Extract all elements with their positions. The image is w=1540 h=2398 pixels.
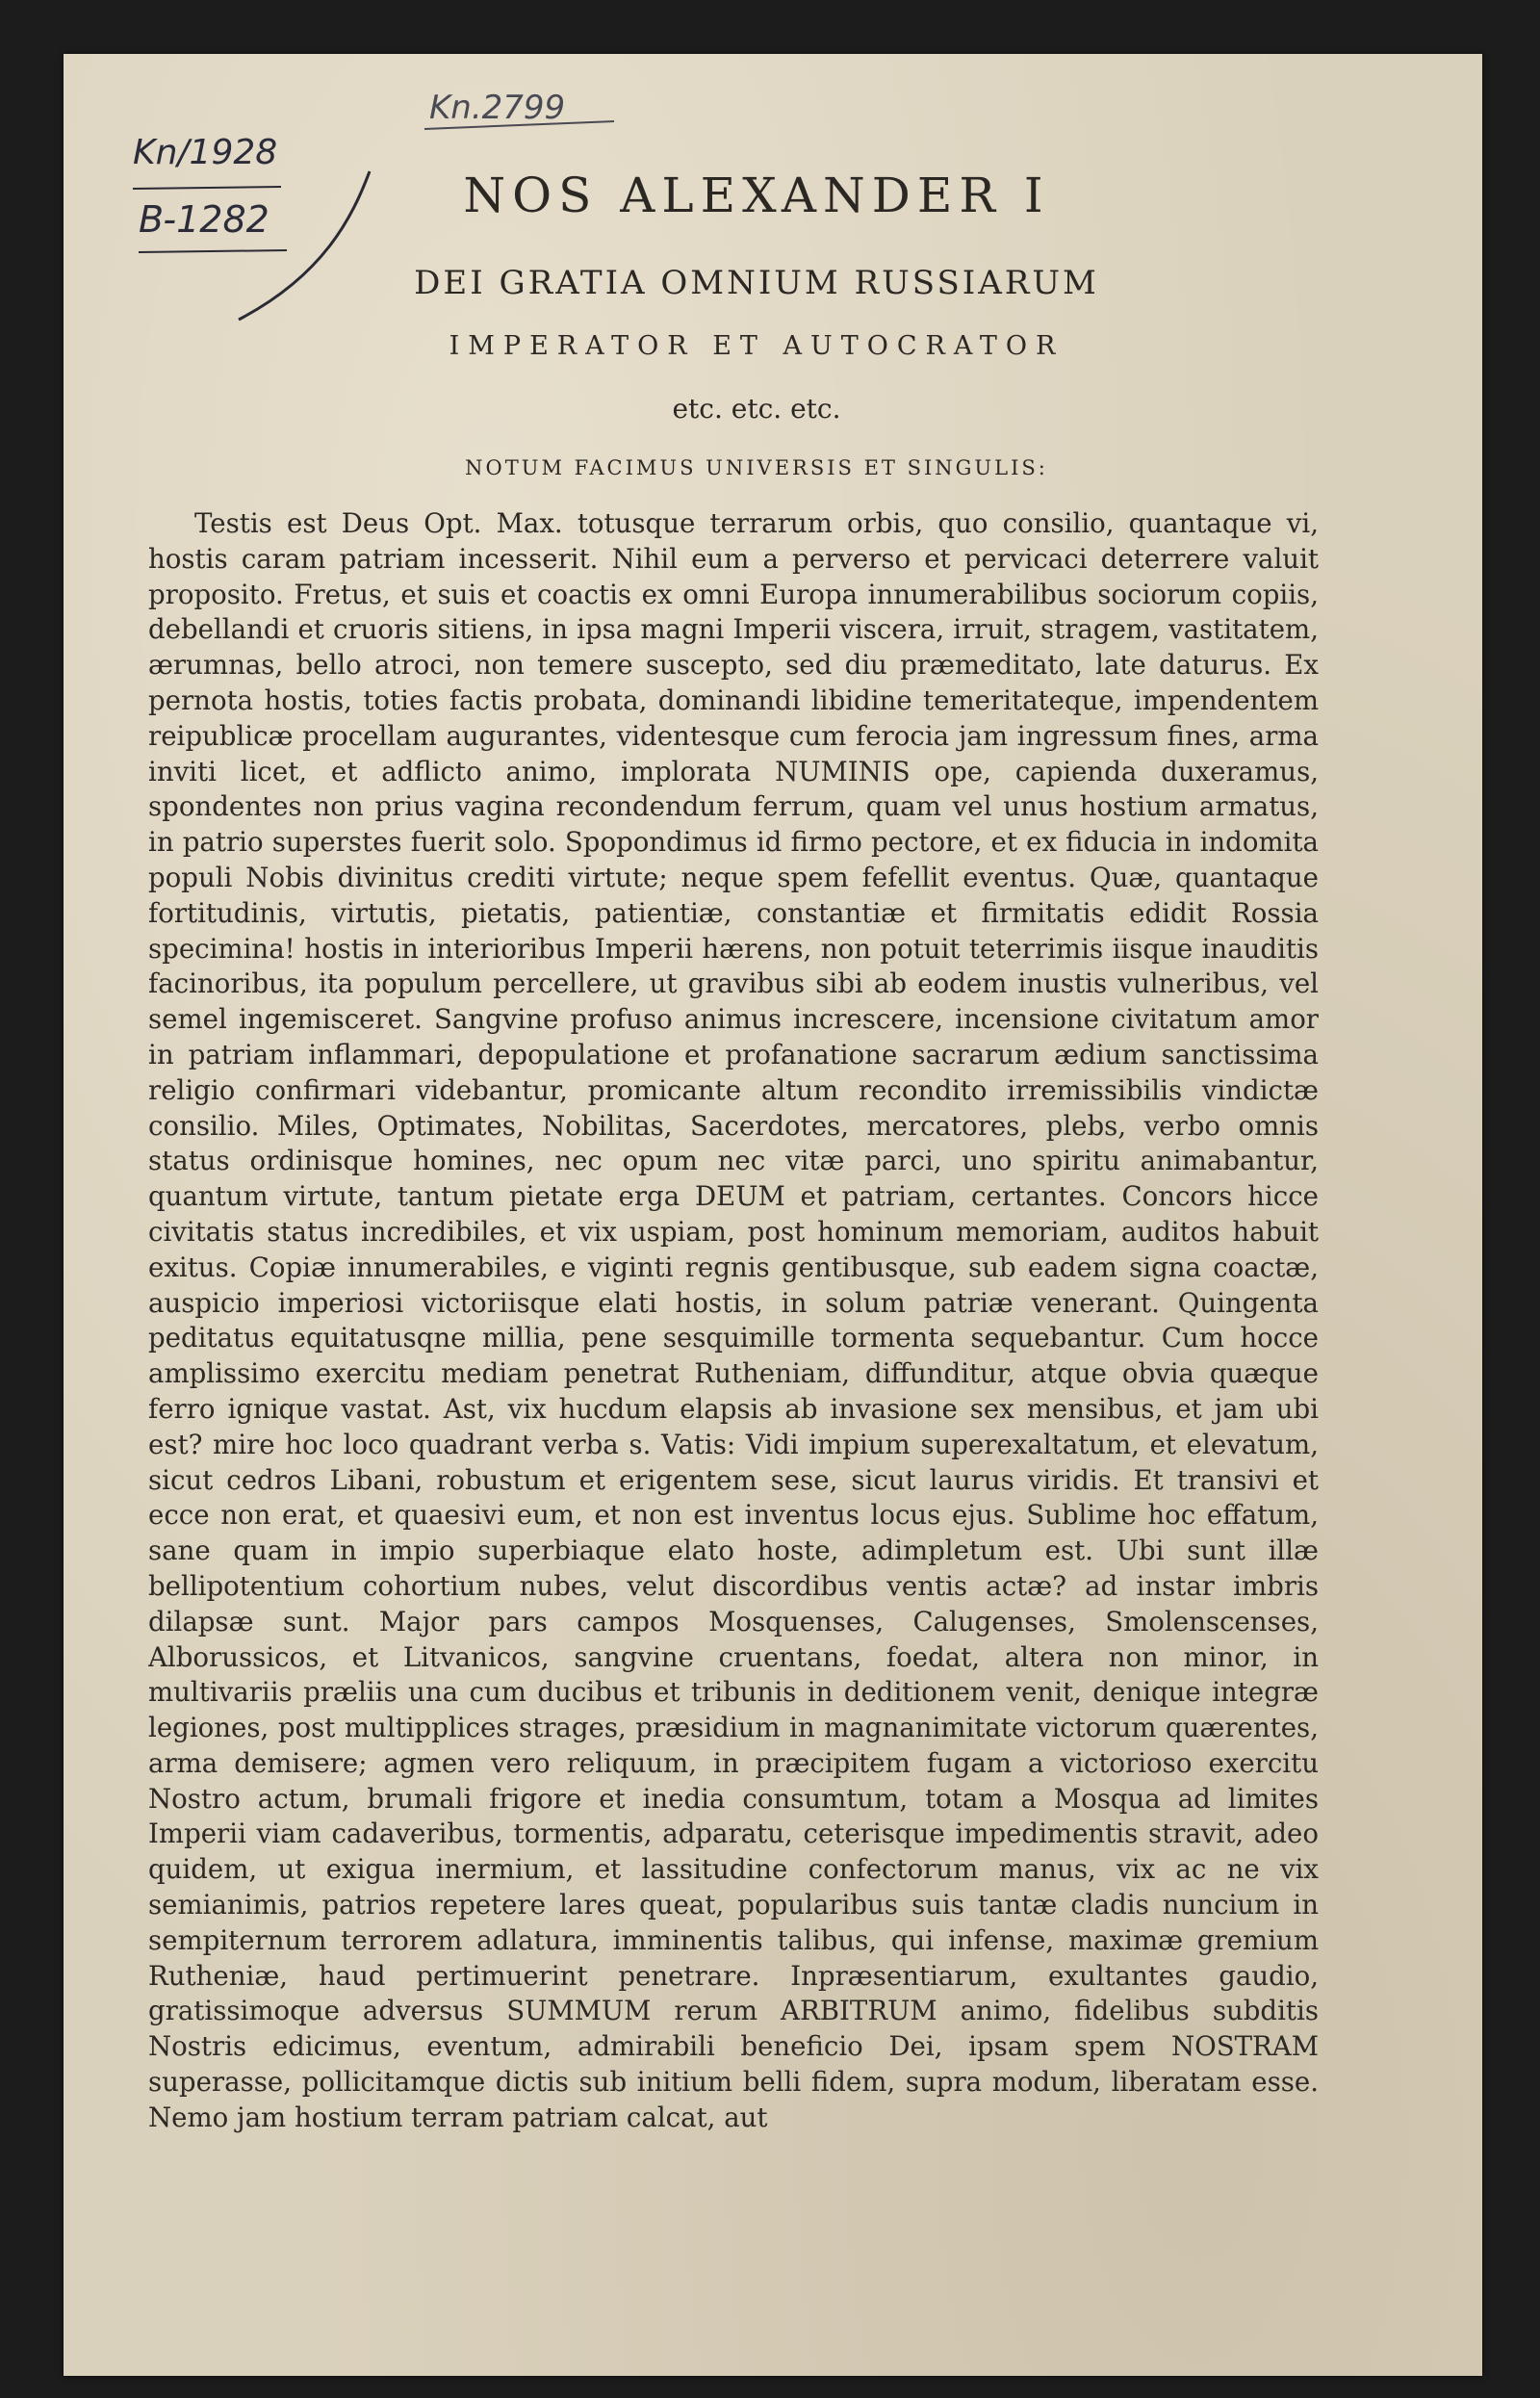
pen-stroke-underline-2	[139, 250, 287, 252]
handwritten-note-3: Kn.2799	[429, 89, 566, 127]
handwritten-note-1: Kn/1928	[133, 133, 278, 172]
decree-body-text: Testis est Deus Opt. Max. totusque terrarum orbis, quo consilio, quantaque vi, hostis caram patriam incesserit. Nihil eum a perverso et pervicaci deterrere valuit proposito. Fretus, et suis et coactis ex omni Europa innumerabilibus sociorum copiis, debellandi et cruoris sitiens, in ipsa magni Imperii viscera, irruit, stragem, vastitatem, ærumnas, bello atroci, non temere suscepto, sed diu præmeditato, late daturus. Ex pernota hostis, toties factis probata, dominandi libidine temeritateque, impendentem reipublicæ procellam augurantes, videntesque cum ferocia jam ingressum fines, arma inviti licet, et adflicto animo, implorata NUMINIS ope, capienda duxeramus, spondentes non prius vagina recondendum ferrum, quam vel unus hostium armatus, in patrio superstes fuerit solo. Spopondimus id firmo pectore, et ex fiducia in indomita populi Nobis divinitus crediti virtute; neque spem fefellit eventus. Quæ, quantaque fortitudinis, virtutis, pietatis, patientiæ, constantiæ et firmitatis edidit Rossia specimina! hostis in interioribus Imperii hærens, non potuit teterrimis iisque inauditis facinoribus, ita populum percellere, ut gravibus sibi ab eodem inustis vulneribus, vel semel ingemisceret. Sangvine profuso animus increscere, incensione civitatum amor in patriam inflammari, depopulatione et profanatione sacrarum ædium sanctissima religio confirmari videbantur, promicante altum recondito irremissibilis vindictæ consilio. Miles, Optimates, Nobilitas, Sacerdotes, mercatores, plebs, verbo omnis status ordinisque homines, nec opum nec vitæ parci, uno spiritu animabantur, quantum virtute, tantum pietate erga DEUM et patriam, certantes. Concors hicce civitatis status incredibiles, et vix uspiam, post hominum memoriam, auditos habuit exitus. Copiæ innumerabiles, e viginti regnis gentibusque, sub eadem signa coactæ, auspicio imperiosi victoriisque elati hostis, in solum patriæ venerant. Quingenta peditatus equitatusqne millia, pene sesquimille tormenta sequebantur. Cum hocce amplissimo exercitu mediam penetrat Rutheniam, diffunditur, atque obvia quæque ferro ignique vastat. Ast, vix hucdum elapsis ab invasione sex mensibus, et jam ubi est? mire hoc loco quadrant verba s. Vatis: Vidi impium superexaltatum, et elevatum, sicut cedros Libani, robustum et erigentem sese, sicut laurus viridis. Et transivi et ecce non erat, et quaesivi eum, et non est inventus locus ejus. Sublime hoc effatum, sane quam in impio superbiaque elato hoste, adimpletum est. Ubi sunt illæ bellipotentium cohortium nubes, velut discordibus ventis actæ? ad instar imbris dilapsæ sunt. Major pars campos Mosquenses, Calugenses, Smolenscenses, Alborussicos, et Litvanicos, sangvine cruentans, foedat, altera non minor, in multivariis præliis una cum ducibus et tribunis in deditionem venit, denique integræ legiones, post multipplices strages, præsidium in magnanimitate victorum quærentes, arma demisere; agmen vero reliquum, in præcipitem fugam a victorioso exercitu Nostro actum, brumali frigore et inedia consumtum, totam a Mosqua ad limites Imperii viam cadaveribus, tormentis, adparatu, ceterisque impedimentis stravit, adeo quidem, ut exigua inermium, et lassitudine confectorum manus, vix ac ne vix semianimis, patrios repetere lares queat, popularibus suis tantæ cladis nuncium in sempiternum terrorem adlatura, imminentis talibus, qui infense, maximæ gremium Rutheniæ, haud pertimuerint penetrare. Inpræsentiarum, exultantes gaudio, gratissimoque adversus SUMMUM rerum ARBITRUM animo, fidelibus subditis Nostris edicimus, eventum, admirabili beneficio Dei, ipsam spem NOSTRAM superasse, pollicitamque dictis sub initium belli fidem, supra modum, liberatam esse. Nemo jam hostium terram patriam calcat, aut	[148, 507, 1319, 2133]
decree-imperator-line: IMPERATOR ET AUTOCRATOR	[449, 331, 1065, 361]
decree-title: NOS ALEXANDER I	[463, 168, 1050, 223]
decree-etc-line: etc. etc. etc.	[672, 393, 841, 425]
handwritten-note-2: B-1282	[139, 198, 270, 241]
pen-stroke-underline-1	[133, 187, 281, 189]
decree-notum-line: NOTUM FACIMUS UNIVERSIS ET SINGULIS:	[465, 456, 1048, 479]
document-page	[64, 54, 1482, 2376]
decree-subtitle: DEI GRATIA OMNIUM RUSSIARUM	[414, 264, 1099, 302]
